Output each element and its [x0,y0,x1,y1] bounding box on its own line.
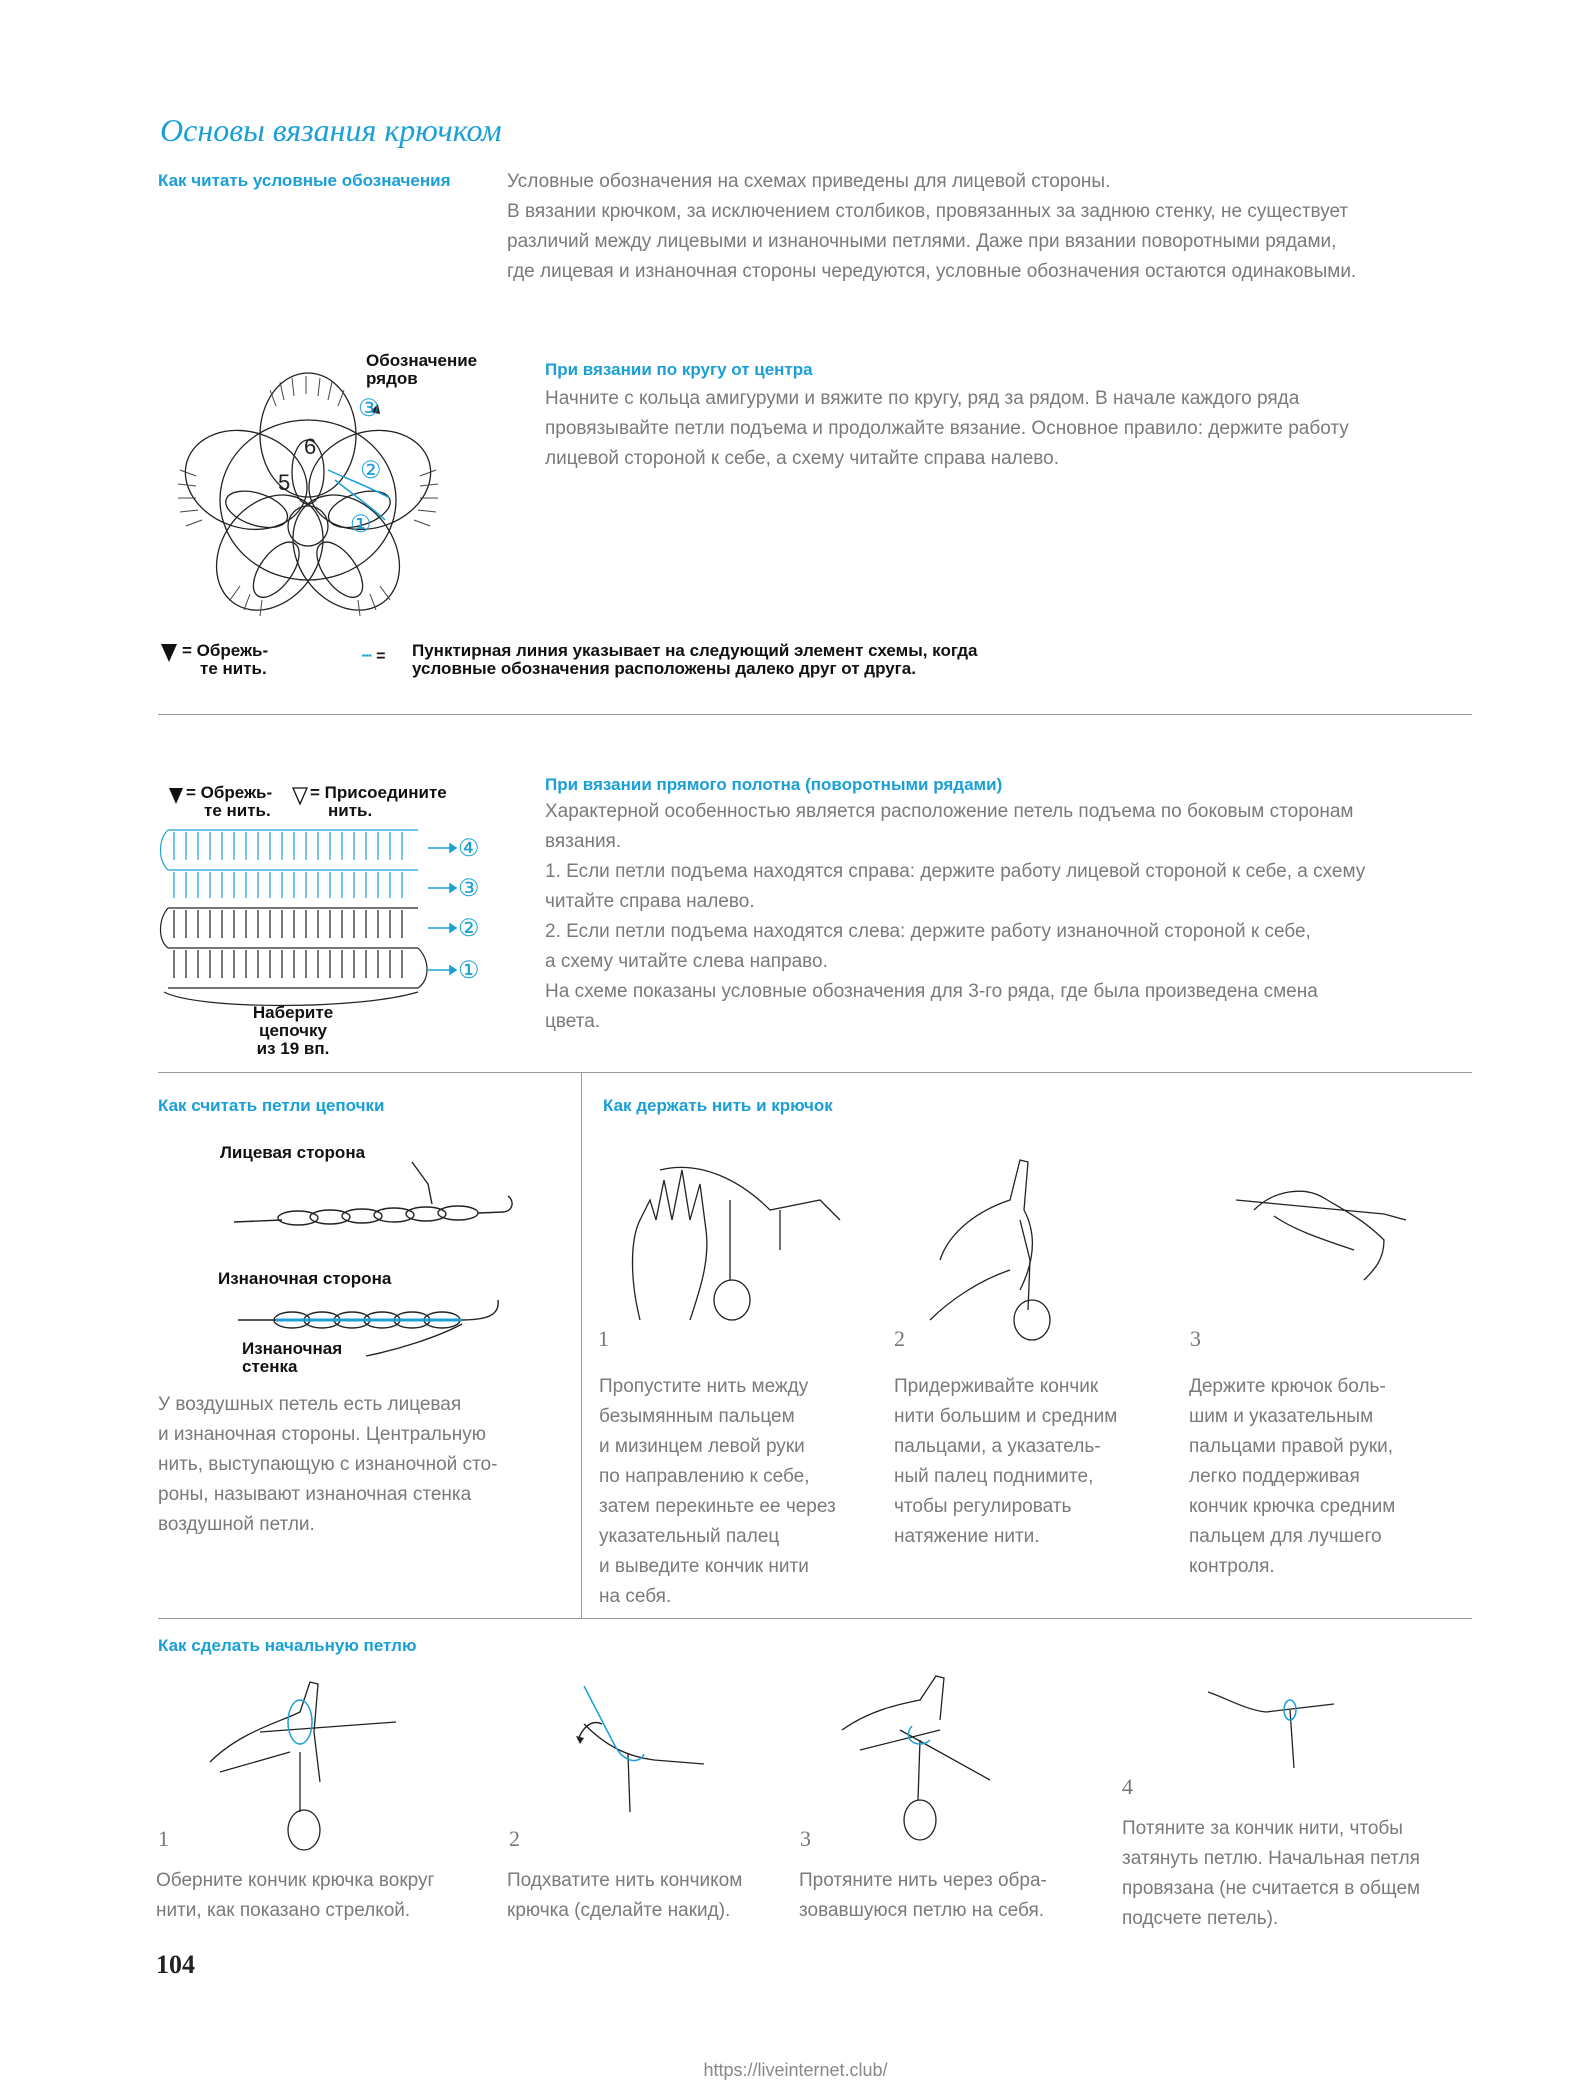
slipknot-step-text [799,1866,1047,1926]
dotted-line-legend [412,642,978,678]
holding-step3-illustration [1234,1180,1414,1300]
flat-line: На схеме показаны условные обозначения для 3-го ряда, где была произведена смена [545,981,1318,1002]
intro-heading: Как читать условные обозначения [158,171,451,190]
intro-line: В вязании крючком, за исключением столбиков, провязанных за заднюю стенку, не существует [507,201,1349,222]
round-flower-diagram [160,360,480,660]
slipknot-step-line: затянуть петлю. Начальная петля [1122,1848,1420,1869]
flat-line: 2. Если петли подъема находятся слева: держите работу изнаночной стороной к себе, [545,921,1311,942]
chain-note-line: из 19 вп. [256,1039,330,1058]
chain-count-text [158,1390,497,1540]
holding-step-number: 3 [1190,1326,1201,1351]
slipknot-step-line: Протяните нить через обра- [799,1870,1047,1891]
holding-step-number: 1 [598,1326,609,1351]
flat-line: 1. Если петли подъема находятся справа: держите работу лицевой стороной к себе, а схему [545,861,1366,882]
holding-step-line: по направлению к себе, [599,1466,810,1487]
round-line: провязывайте петли подъема и продолжайте вязание. Основное правило: держите работу [545,418,1349,439]
chain-count-line: нить, выступающую с изнаночной сто- [158,1454,498,1475]
round-number-6: 6 [304,434,317,459]
divider [158,1618,1472,1619]
footer-url[interactable]: https://liveinternet.club/ [703,2060,888,2080]
chain-count-line: и изнаночная стороны. Центральную [158,1424,487,1445]
flat-row-label-2: ② [458,915,480,942]
slipknot-step-line: Потяните за кончик нити, чтобы [1122,1818,1403,1839]
flat-row-label-1: ① [458,957,480,984]
slipknot-step-text [156,1866,434,1926]
slipknot-step-number: 2 [509,1826,520,1851]
front-side-label: Лицевая сторона [220,1143,366,1162]
holding-step-line: Придерживайте кончик [894,1376,1099,1397]
round-heading: При вязании по кругу от центра [545,360,813,379]
chain-note-line: Наберите [252,1003,334,1022]
chain-front-illustration [232,1160,522,1240]
holding-step-line: ный палец поднимите, [894,1466,1094,1487]
holding-step-line: указательный палец [599,1526,780,1547]
intro-line: где лицевая и изнаночная стороны чередуются, условные обозначения остаются одинаковыми. [507,261,1357,282]
column-divider [581,1073,582,1618]
row-designation-line: рядов [366,369,418,388]
holding-step-line: легко поддерживая [1189,1466,1360,1487]
chain-note [248,1004,338,1058]
row-designation-line: Обозначение [366,351,478,370]
holding-step-line: пальцами правой руки, [1189,1436,1394,1457]
holding-step-line: Пропустите нить между [599,1376,809,1397]
page-number: 104 [156,1950,195,1979]
flat-row-label-4: ④ [458,835,480,862]
chain-count-heading: Как считать петли цепочки [158,1096,385,1115]
holding-step-line: затем перекиньте ее через [599,1496,836,1517]
flat-text [545,797,1365,1037]
slipknot-step4-illustration [1206,1684,1336,1774]
chain-count-line: У воздушных петель есть лицевая [158,1394,462,1415]
round-line: Начните с кольца амигуруми и вяжите по кругу, ряд за рядом. В начале каждого ряда [545,388,1300,409]
round-number-5: 5 [278,470,291,495]
flat-join-legend [310,784,447,820]
flat-join-legend-line: = Присоедините [310,783,447,802]
back-side-label: Изнаночная сторона [218,1269,392,1288]
holding-step1-illustration [620,1140,850,1340]
divider [158,1072,1472,1073]
slipknot-step-number: 4 [1122,1774,1133,1799]
chain-count-line: роны, называют изнаночная стенка [158,1484,472,1505]
cut-yarn-legend [182,642,268,678]
flat-cut-legend-line: те нить. [204,801,271,820]
slipknot-step-number: 1 [158,1826,169,1851]
round-text [545,384,1349,474]
holding-heading: Как держать нить и крючок [603,1096,833,1115]
slipknot-step-line: нити, как показано стрелкой. [156,1900,411,1921]
back-loop-label [242,1340,342,1376]
cut-yarn-legend-line: = Обрежь- [182,641,269,660]
back-loop-line: Изнаночная [242,1339,343,1358]
divider [158,714,1472,715]
back-loop-line: стенка [242,1357,298,1376]
round-number-2: ② [360,457,382,484]
slipknot-step-line: подсчете петель). [1122,1908,1279,1929]
holding-step-text [599,1372,836,1612]
holding-step-line: натяжение нити. [894,1526,1040,1547]
slipknot-step1-illustration [200,1672,400,1862]
slipknot-step-text [1122,1814,1420,1934]
cut-yarn-legend-line: те нить. [200,659,267,678]
chain-count-line: воздушной петли. [158,1514,315,1535]
dotted-line-legend-line: Пунктирная линия указывает на следующий элемент схемы, когда [412,641,978,660]
holding-step-line: Держите крючок боль- [1189,1376,1386,1397]
slipknot-step-line: зовавшуюся петлю на себя. [799,1900,1045,1921]
intro-line: Условные обозначения на схемах приведены для лицевой стороны. [507,171,1111,192]
flat-cut-legend-line: = Обрежь- [186,783,273,802]
holding-step-number: 2 [894,1326,905,1351]
slipknot-step-text [507,1866,742,1926]
slipknot-heading: Как сделать начальную петлю [158,1636,417,1655]
cut-yarn-icon [160,642,182,664]
slipknot-step-line: Оберните кончик крючка вокруг [156,1870,435,1891]
holding-step-line: кончик крючка средним [1189,1496,1396,1517]
chain-note-line: цепочку [259,1021,327,1040]
slipknot-step-line: Подхватите нить кончиком [507,1870,743,1891]
flat-heading: При вязании прямого полотна (поворотными рядами) [545,775,1003,794]
round-number-3: ③ [358,395,380,422]
holding-step-text [1189,1372,1395,1582]
dotted-line-icon: ┄ = [362,648,386,665]
slipknot-step-line: провязана (не считается в общем [1122,1878,1421,1899]
slipknot-step-number: 3 [800,1826,811,1851]
holding-step-line: безымянным пальцем [599,1406,795,1427]
slipknot-step3-illustration [840,1670,1020,1850]
round-number-1: ① [350,511,372,538]
slipknot-step2-illustration [574,1684,714,1814]
flat-line: вязания. [545,831,622,852]
holding-step-line: на себя. [599,1586,672,1607]
round-line: лицевой стороной к себе, а схему читайте справа налево. [545,448,1060,469]
holding-step-text [894,1372,1117,1552]
flat-rows-diagram [158,820,478,1020]
holding-step-line: пальцами, а указатель- [894,1436,1101,1457]
flat-line: читайте справа налево. [545,891,755,912]
flat-line: Характерной особенностью является расположение петель подъема по боковым сторонам [545,801,1354,822]
holding-step-line: шим и указательным [1189,1406,1374,1427]
holding-step-line: нити большим и средним [894,1406,1118,1427]
flat-line: а схему читайте слева направо. [545,951,828,972]
holding-step-line: и мизинцем левой руки [599,1436,805,1457]
holding-step-line: и выведите кончик нити [599,1556,809,1577]
holding-step2-illustration [920,1140,1120,1340]
intro-text [507,167,1356,287]
flat-row-label-3: ③ [458,875,480,902]
intro-line: различий между лицевыми и изнаночными петлями. Даже при вязании поворотными рядами, [507,231,1337,252]
flat-cut-legend [186,784,272,820]
dotted-line-legend-line: условные обозначения расположены далеко друг от друга. [412,659,916,678]
holding-step-line: пальцем для лучшего [1189,1526,1382,1547]
slipknot-step-line: крючка (сделайте накид). [507,1900,731,1921]
flat-join-legend-line: нить. [328,801,373,820]
page-title: Основы вязания крючком [160,112,502,148]
holding-step-line: контроля. [1189,1556,1275,1577]
holding-step-line: чтобы регулировать [894,1496,1072,1517]
row-designation-label [366,352,477,388]
flat-line: цвета. [545,1011,601,1032]
